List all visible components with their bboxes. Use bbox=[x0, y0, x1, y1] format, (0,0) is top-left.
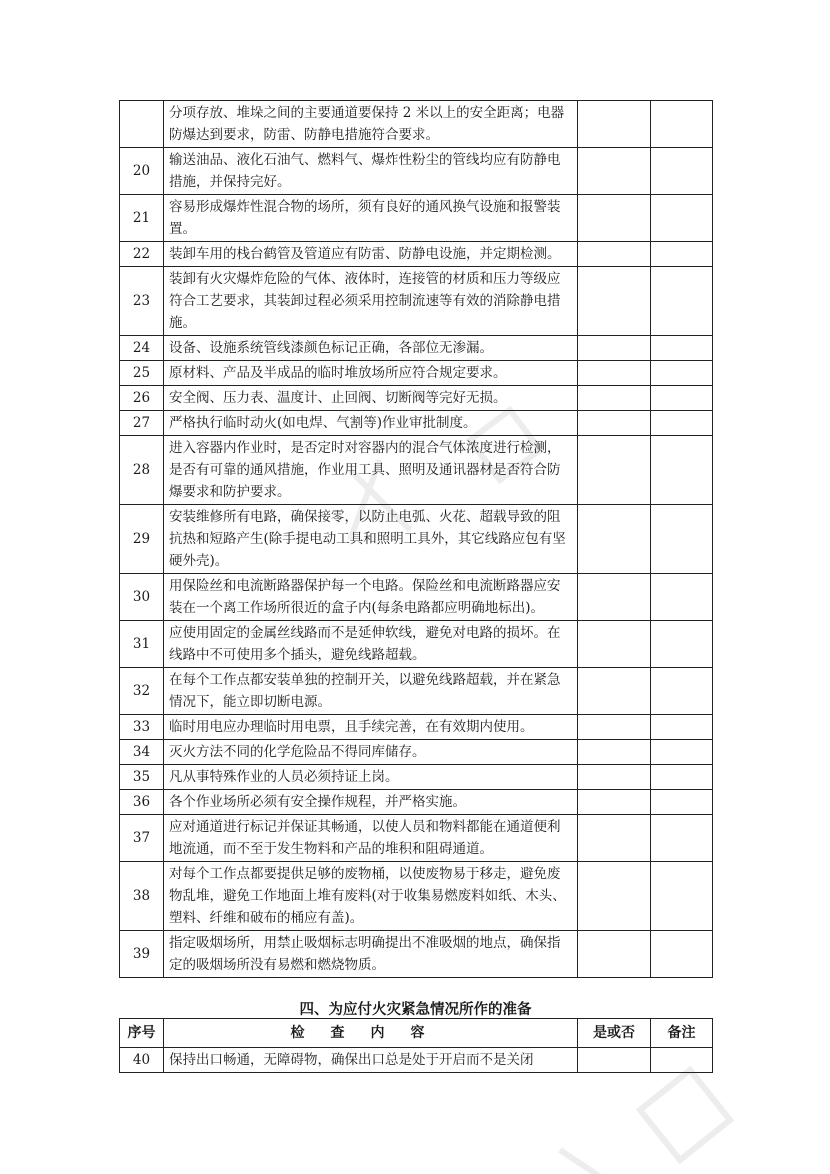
row-note-cell[interactable] bbox=[651, 574, 713, 621]
header-content: 检查内容 bbox=[164, 1019, 578, 1048]
table-row bbox=[120, 815, 713, 862]
row-content: 在每个工作点都安装单独的控制开关，以避免线路超载，并在紧急情况下，能立即切断电源。 bbox=[164, 668, 578, 715]
row-yes-no-cell[interactable] bbox=[578, 765, 651, 790]
row-number: 32 bbox=[120, 668, 164, 715]
table-row bbox=[120, 242, 713, 267]
row-number: 25 bbox=[120, 361, 164, 386]
table-header-row bbox=[120, 1019, 713, 1048]
row-yes-no-cell[interactable] bbox=[578, 790, 651, 815]
table-row bbox=[120, 336, 713, 361]
row-note-cell[interactable] bbox=[651, 195, 713, 242]
row-note-cell[interactable] bbox=[651, 715, 713, 740]
header-note: 备注 bbox=[651, 1019, 713, 1048]
row-content: 分项存放、堆垛之间的主要通道要保持 2 米以上的安全距离；电器防爆达到要求，防雷、防静电措施符合要求。 bbox=[164, 101, 578, 148]
row-yes-no-cell[interactable] bbox=[578, 862, 651, 931]
row-number: 39 bbox=[120, 931, 164, 978]
checklist-body bbox=[120, 101, 713, 978]
row-number: 35 bbox=[120, 765, 164, 790]
table-row bbox=[120, 931, 713, 978]
table-row bbox=[120, 411, 713, 436]
table-row bbox=[120, 668, 713, 715]
checklist-table bbox=[119, 100, 713, 978]
row-content: 容易形成爆炸性混合物的场所，须有良好的通风换气设施和报警装置。 bbox=[164, 195, 578, 242]
row-content: 进入容器内作业时，是否定时对容器内的混合气体浓度进行检测，是否有可靠的通风措施，作业用工具、照明及通讯器材是否符合防爆要求和防护要求。 bbox=[164, 436, 578, 505]
row-note-cell[interactable] bbox=[651, 148, 713, 195]
row-yes-no-cell[interactable] bbox=[578, 931, 651, 978]
row-number: 34 bbox=[120, 740, 164, 765]
row-note-cell[interactable] bbox=[651, 815, 713, 862]
row-content: 用保险丝和电流断路器保护每一个电路。保险丝和电流断路器应安装在一个离工作场所很近的盒子内(每条电路都应明确地标出)。 bbox=[164, 574, 578, 621]
row-note-cell[interactable] bbox=[651, 765, 713, 790]
row-number: 28 bbox=[120, 436, 164, 505]
table-row bbox=[120, 361, 713, 386]
row-yes-no-cell[interactable] bbox=[578, 436, 651, 505]
row-number: 33 bbox=[120, 715, 164, 740]
row-yes-no-cell[interactable] bbox=[578, 740, 651, 765]
table-row bbox=[120, 862, 713, 931]
row-number: 22 bbox=[120, 242, 164, 267]
row-content: 应使用固定的金属丝线路而不是延伸软线，避免对电路的损坏。在线路中不可使用多个插头，避免线路超载。 bbox=[164, 621, 578, 668]
table-row bbox=[120, 621, 713, 668]
row-note-cell[interactable] bbox=[651, 931, 713, 978]
row-yes-no-cell[interactable] bbox=[578, 411, 651, 436]
fire-emergency-table bbox=[119, 1018, 713, 1073]
row-note-cell[interactable] bbox=[651, 862, 713, 931]
row-yes-no-cell[interactable] bbox=[578, 148, 651, 195]
row-yes-no-cell[interactable] bbox=[578, 101, 651, 148]
row-yes-no-cell[interactable] bbox=[578, 386, 651, 411]
row-number: 26 bbox=[120, 386, 164, 411]
table-row bbox=[120, 195, 713, 242]
row-yes-no-cell[interactable] bbox=[578, 336, 651, 361]
row-number: 23 bbox=[120, 267, 164, 336]
row-number: 40 bbox=[120, 1048, 164, 1073]
row-content: 各个作业场所必须有安全操作规程，并严格实施。 bbox=[164, 790, 578, 815]
row-content: 安全阀、压力表、温度计、止回阀、切断阀等完好无损。 bbox=[164, 386, 578, 411]
row-number: 37 bbox=[120, 815, 164, 862]
header-yes-no: 是或否 bbox=[578, 1019, 651, 1048]
table-row bbox=[120, 740, 713, 765]
row-yes-no-cell[interactable] bbox=[578, 505, 651, 574]
row-content: 凡从事特殊作业的人员必须持证上岗。 bbox=[164, 765, 578, 790]
row-content: 输送油品、液化石油气、燃料气、爆炸性粉尘的管线均应有防静电措施，并保持完好。 bbox=[164, 148, 578, 195]
row-note-cell[interactable] bbox=[651, 1048, 713, 1073]
table-row bbox=[120, 574, 713, 621]
row-yes-no-cell[interactable] bbox=[578, 1048, 651, 1073]
row-content: 严格执行临时动火(如电焊、气割等)作业审批制度。 bbox=[164, 411, 578, 436]
row-number: 20 bbox=[120, 148, 164, 195]
row-note-cell[interactable] bbox=[651, 668, 713, 715]
row-number: 21 bbox=[120, 195, 164, 242]
row-content: 临时用电应办理临时用电票，且手续完善，在有效期内使用。 bbox=[164, 715, 578, 740]
row-number: 29 bbox=[120, 505, 164, 574]
row-yes-no-cell[interactable] bbox=[578, 621, 651, 668]
row-number: 36 bbox=[120, 790, 164, 815]
row-number bbox=[120, 101, 164, 148]
table-row bbox=[120, 148, 713, 195]
row-note-cell[interactable] bbox=[651, 386, 713, 411]
table-row bbox=[120, 267, 713, 336]
row-number: 27 bbox=[120, 411, 164, 436]
table-row bbox=[120, 436, 713, 505]
table-row bbox=[120, 765, 713, 790]
row-number: 30 bbox=[120, 574, 164, 621]
row-yes-no-cell[interactable] bbox=[578, 361, 651, 386]
row-content: 灭火方法不同的化学危险品不得同库储存。 bbox=[164, 740, 578, 765]
row-note-cell[interactable] bbox=[651, 101, 713, 148]
row-content: 保持出口畅通，无障碍物，确保出口总是处于开启而不是关闭 bbox=[164, 1048, 578, 1073]
row-yes-no-cell[interactable] bbox=[578, 195, 651, 242]
row-note-cell[interactable] bbox=[651, 740, 713, 765]
row-yes-no-cell[interactable] bbox=[578, 242, 651, 267]
row-number: 31 bbox=[120, 621, 164, 668]
table-row bbox=[120, 386, 713, 411]
table-row bbox=[120, 101, 713, 148]
row-content: 原材料、产品及半成品的临时堆放场所应符合规定要求。 bbox=[164, 361, 578, 386]
row-content: 安装维修所有电路，确保接零，以防止电弧、火花、超载导致的阻抗热和短路产生(除手提电动工具和照明工具外，其它线路应包有坚硬外壳)。 bbox=[164, 505, 578, 574]
row-content: 指定吸烟场所，用禁止吸烟标志明确提出不准吸烟的地点，确保指定的吸烟场所没有易燃和燃烧物质。 bbox=[164, 931, 578, 978]
row-yes-no-cell[interactable] bbox=[578, 574, 651, 621]
row-note-cell[interactable] bbox=[651, 621, 713, 668]
row-content: 对每个工作点都要提供足够的废物桶，以使废物易于移走，避免废物乱堆，避免工作地面上堆有废料(对于收集易燃废料如纸、木头、塑料、纤维和破布的桶应有盖)。 bbox=[164, 862, 578, 931]
row-note-cell[interactable] bbox=[651, 411, 713, 436]
row-content: 设备、设施系统管线漆颜色标记正确，各部位无渗漏。 bbox=[164, 336, 578, 361]
row-note-cell[interactable] bbox=[651, 436, 713, 505]
row-number: 24 bbox=[120, 336, 164, 361]
row-number: 38 bbox=[120, 862, 164, 931]
row-note-cell[interactable] bbox=[651, 361, 713, 386]
row-yes-no-cell[interactable] bbox=[578, 815, 651, 862]
header-num: 序号 bbox=[120, 1019, 164, 1048]
table-row bbox=[120, 715, 713, 740]
row-note-cell[interactable] bbox=[651, 242, 713, 267]
row-content: 装卸有火灾爆炸危险的气体、液体时，连接管的材质和压力等级应符合工艺要求，其装卸过程必须采用控制流速等有效的消除静电措施。 bbox=[164, 267, 578, 336]
row-yes-no-cell[interactable] bbox=[578, 668, 651, 715]
section-title: 四、为应付火灾紧急情况所作的准备 bbox=[299, 1002, 532, 1018]
row-content: 应对通道进行标记并保证其畅通，以使人员和物料都能在通道便利地流通，而不至于发生物料和产品的堆积和阻碍通道。 bbox=[164, 815, 578, 862]
row-note-cell[interactable] bbox=[651, 505, 713, 574]
row-yes-no-cell[interactable] bbox=[578, 715, 651, 740]
row-note-cell[interactable] bbox=[651, 790, 713, 815]
fire-emergency-body bbox=[120, 1048, 713, 1073]
table-row bbox=[120, 1048, 713, 1073]
row-content: 装卸车用的栈台鹤管及管道应有防雷、防静电设施，并定期检测。 bbox=[164, 242, 578, 267]
table-row bbox=[120, 790, 713, 815]
table-row bbox=[120, 505, 713, 574]
row-note-cell[interactable] bbox=[651, 336, 713, 361]
row-note-cell[interactable] bbox=[651, 267, 713, 336]
row-yes-no-cell[interactable] bbox=[578, 267, 651, 336]
